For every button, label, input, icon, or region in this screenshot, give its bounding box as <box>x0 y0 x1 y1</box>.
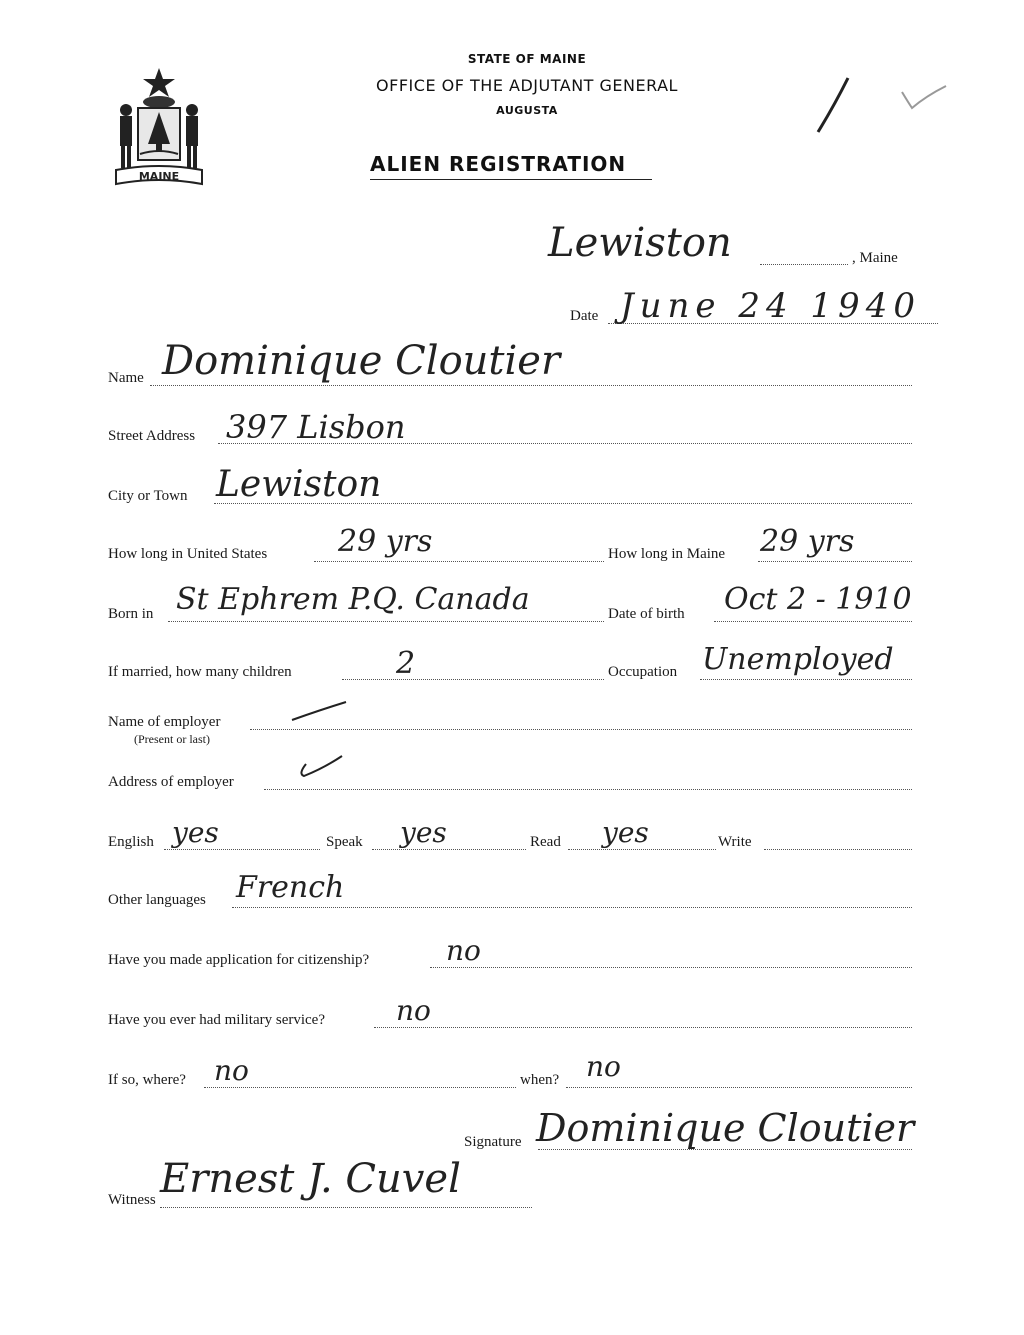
speak-label: Speak <box>326 834 363 850</box>
read-value: yes <box>602 816 649 849</box>
form-title: ALIEN REGISTRATION <box>370 152 627 176</box>
name-value: Dominique Cloutier <box>162 338 561 384</box>
name-label: Name <box>108 370 144 386</box>
read-label: Read <box>530 834 561 850</box>
military-label: Have you ever had military service? <box>108 1012 325 1028</box>
occupation-value: Unemployed <box>702 642 894 677</box>
employer-name-label: Name of employer <box>108 714 221 730</box>
where-label: If so, where? <box>108 1072 186 1088</box>
military-value: no <box>396 994 431 1027</box>
dob-value: Oct 2 - 1910 <box>724 582 912 617</box>
header-office: OFFICE OF THE ADJUTANT GENERAL <box>376 76 678 95</box>
signature-label: Signature <box>464 1134 522 1150</box>
seal-text: MAINE <box>138 170 180 183</box>
us-time-value: 29 yrs <box>338 524 433 559</box>
when-label: when? <box>520 1072 560 1088</box>
city-value: Lewiston <box>216 464 382 505</box>
where-value: no <box>214 1054 249 1087</box>
other-languages-label: Other languages <box>108 892 206 908</box>
speak-value: yes <box>400 816 447 849</box>
maine-time-label: How long in Maine <box>608 546 726 562</box>
english-value: yes <box>172 816 219 849</box>
english-label: English <box>108 834 154 850</box>
children-label: If married, how many children <box>108 664 292 680</box>
witness-label: Witness <box>108 1192 156 1208</box>
maine-label: , Maine <box>852 250 898 266</box>
children-value: 2 <box>396 646 416 681</box>
dob-label: Date of birth <box>608 606 685 622</box>
title-underline <box>370 179 652 180</box>
employer-note: (Present or last) <box>134 732 210 746</box>
tally-mark <box>812 76 852 136</box>
maine-time-value: 29 yrs <box>760 524 855 559</box>
check-mark <box>900 84 950 114</box>
date-label: Date <box>570 308 599 324</box>
us-time-label: How long in United States <box>108 546 268 562</box>
employer-name-dash <box>290 700 350 726</box>
witness-value: Ernest J. Cuvel <box>160 1156 461 1202</box>
employer-address-label: Address of employer <box>108 774 234 790</box>
street-value: 397 Lisbon <box>226 408 406 446</box>
born-label: Born in <box>108 606 154 622</box>
write-label: Write <box>718 834 752 850</box>
when-value: no <box>586 1050 621 1083</box>
occupation-label: Occupation <box>608 664 678 680</box>
employer-address-check <box>296 752 346 782</box>
city-label: City or Town <box>108 488 188 504</box>
header-state: STATE OF MAINE <box>467 52 587 66</box>
other-languages-value: French <box>236 870 345 905</box>
date-value: June 24 1940 <box>620 286 921 326</box>
place-value: Lewiston <box>548 220 732 266</box>
born-value: St Ephrem P.Q. Canada <box>176 582 530 617</box>
signature-value: Dominique Cloutier <box>536 1106 915 1150</box>
header-city: AUGUSTA <box>496 104 558 117</box>
citizenship-label: Have you made application for citizenship? <box>108 952 370 968</box>
citizenship-value: no <box>446 934 481 967</box>
street-label: Street Address <box>108 428 196 444</box>
